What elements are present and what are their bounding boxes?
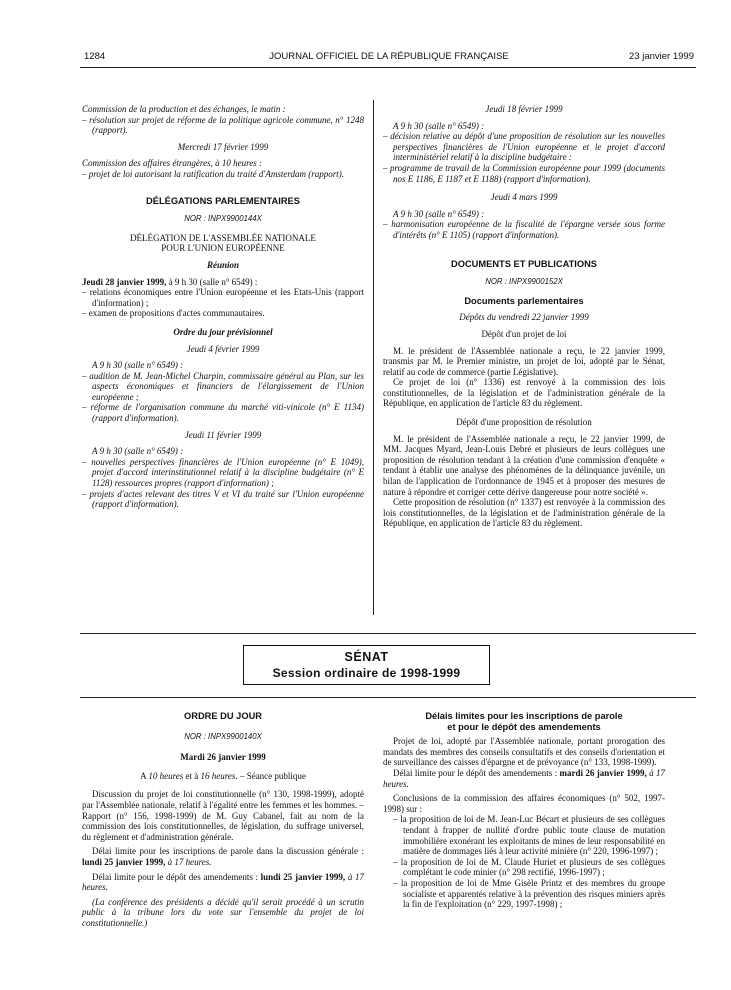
section-rule [80,633,696,634]
list-item: – audition de M. Jean-Michel Charpin, commissaire général au Plan, sur les aspects économiques et financiers de l'élargissement de l'Union européenne ; [82,370,364,402]
delais-heading: et pour le dépôt des amendements [447,721,601,732]
delai-inscriptions: Délai limite pour les inscriptions de parole dans la discussion générale : lundi 25 janvier 1999, à 17 heures. [82,846,364,867]
delegation-name: POUR L'UNION EUROPÉENNE [161,243,285,254]
paragraph: Cette proposition de résolution (n° 1337) est renvoyée à la commission des lois constitutionnelles, de la législation et de l'administration générale de la République, en application de l'article 83 du règlement. [383,497,665,529]
time-room: A 9 h 30 (salle n° 6549) : [92,446,184,457]
paragraph: M. le président de l'Assemblée nationale a reçu, le 22 janvier 1999, de MM. Jacques Myard, Jean-Louis Debré et plusieurs de leurs collègues une proposition de résolution tendant à la création d'une commission d'enquête « tendant à établir une analyse des phénomènes de la délinquance juvénile, un bilan de l'application de l'ordonnance de 1945 et à proposer des mesures de nature à répondre et corriger cette dérive dangereuse pour notre société ». [383,433,665,497]
ordre-du-jour-heading: ORDRE DU JOUR [184,711,262,721]
left-column-bottom [82,711,364,929]
session-date: Mardi 26 janvier 1999 [180,752,266,763]
paragraph: Ce projet de loi (n° 1336) est renvoyé à la commission des lois constitutionnelles, de la législation et de l'administration générale de la République, en application de l'article 83 du règlement. [383,377,665,409]
list-item: – réforme de l'organisation commune du marché viti-vinicole (n° E 1134) (rapport d'information). [82,402,364,424]
paragraph: Conclusions de la commission des affaires économiques (n° 502, 1997-1998) sur : [383,793,665,814]
list-item: – résolution sur projet de réforme de la politique agricole commune, n° 1248 (rapport). [82,114,364,136]
delai-amendements: Délai limite pour le dépôt des amendements : lundi 25 janvier 1999, à 17 heures. [82,871,364,893]
commission-production: Commission de la production et des échanges, le matin : [82,104,286,114]
delai-amendements: Délai limite pour le dépôt des amendements : mardi 26 janvier 1999, à 17 heures. [383,767,666,789]
list-item: – examen de propositions d'actes communautaires. [82,308,265,319]
nor-reference: NOR : INPX9900144X [184,214,262,224]
header-rule [80,67,696,68]
page-header [84,51,694,67]
date-heading: Jeudi 11 février 1999 [184,429,262,440]
list-item: – décision relative au dépôt d'une proposition de résolution sur les nouvelles perspectives financières de l'Union européenne et le projet d'accord interministériel relatif à la discipline budgétaire : [383,131,665,163]
issue-date: 23 janvier 1999 [629,51,694,62]
commission-etrangeres: Commission des affaires étrangères, à 10 heures : [82,158,262,169]
list-item: – nouvelles perspectives financières de l'Union européenne (n° E 1049), projet d'accord interinstitutionnel relatif à la discipline budgétaire (n° E 1128) ressources propres (rapport d'information) ; [82,456,364,489]
page-number: 1284 [84,51,106,62]
list-item: – la proposition de loi de Mme Gisèle Printz et des membres du groupe socialiste et apparentés relative à la prévention des risques miniers après la fin de l'exploitation (n° 229, 1997-1998) ; [393,877,665,910]
depot-proposition-heading: Dépôt d'une proposition de résolution [456,417,592,428]
section-heading-documents: DOCUMENTS ET PUBLICATIONS [451,258,597,269]
paragraph: M. le président de l'Assemblée nationale a reçu, le 22 janvier 1999, transmis par M. le Premier ministre, un projet de loi, adopté par le Sénat, relatif au code de commerce (partie Législative). [383,345,665,377]
list-item: – projet de loi autorisant la ratification du traité d'Amsterdam (rapport). [82,168,345,179]
reunion-heading: Réunion [206,259,239,270]
nor-reference: NOR : INPX9900152X [485,277,563,287]
list-item: – harmonisation européenne de la fiscalité de l'épargne versée sous forme d'intérêts (n° E 1105) (rapport d'information). [383,219,665,240]
meeting-date: Jeudi 28 janvier 1999, à 9 h 30 (salle n° 6549) : [82,276,258,287]
depot-projet-heading: Dépôt d'un projet de loi [481,328,567,339]
paragraph: Projet de loi, adopté par l'Assemblée nationale, portant prorogation des mandats des membres des conseils consultatifs et des conseils d'orientation et de surveillance des caisses d'épargne et de prévoyance (n° 133, 1998-1999). [383,736,665,768]
time-room: A 9 h 30 (salle n° 6549) : [92,360,184,371]
session-title: Session ordinaire de 1998-1999 [272,666,461,680]
delegation-name: DÉLÉGATION DE L'ASSEMBLÉE NATIONALE [130,232,316,243]
list-item: – la proposition de loi de M. Jean-Luc Bécart et plusieurs de ses collègues tendant à frapper de nullité d'ordre public toute clause de mutation immobilière exonérant les exploitants de mines de leur responsabilité en matière de dommages liés à leur activité minière (n° 220, 1996-1997) ; [393,814,665,857]
left-column-top [82,104,364,510]
right-column-top [383,104,665,529]
date-heading: Mercredi 17 février 1999 [177,141,269,152]
date-heading: Jeudi 4 mars 1999 [490,192,558,203]
date-heading: Jeudi 4 février 1999 [186,343,260,354]
list-item: – la proposition de loi de M. Claude Huriet et plusieurs de ses collègues complétant le code minier (n° 298 rectifié, 1996-1997) ; [393,856,665,878]
horaires: A 10 heures et à 16 heures. – Séance publique [140,770,306,781]
section-heading-delegations: DÉLÉGATIONS PARLEMENTAIRES [146,195,300,206]
delais-heading: Délais limites pour les inscriptions de parole [425,711,623,721]
time-room: A 9 h 30 (salle n° 6549) : [393,208,485,219]
list-item: – relations économiques entre l'Union européenne et les Etats-Unis (rapport d'information) ; [82,287,364,308]
column-divider [373,100,374,615]
journal-title: JOURNAL OFFICIEL DE LA RÉPUBLIQUE FRANÇAISE [269,51,509,62]
paragraph: Discussion du projet de loi constitutionnelle (n° 130, 1998-1999), adopté par l'Assemblée nationale, relatif à l'égalité entre les femmes et les hommes. – Rapport (n° 156, 1998-1999) de M. Guy Cabanel, fait au nom de la commission des lois constitutionnelles, de législation, du suffrage universel, du règlement et d'administration générale. [82,789,364,842]
list-item: – projets d'actes relevant des titres V et VI du traité sur l'Union européenne (rapport d'information). [82,488,364,510]
conference-note: (La conférence des présidents a décidé qu'il serait procédé à un scrutin public à la tribune lors du vote sur l'ensemble du projet de loi constitutionnelle.) [82,896,364,928]
time-room: A 9 h 30 (salle n° 6549) : [393,120,485,131]
subheading-documents-parlementaires: Documents parlementaires [464,295,584,306]
senat-title-box [243,645,490,685]
senat-title: SÉNAT [344,650,389,664]
nor-reference: NOR : INPX9900140X [184,731,262,741]
list-item: – programme de travail de la Commission européenne pour 1999 (documents nos E 1186, E 1187 et E 1188) (rapport d'information). [383,162,665,184]
section-rule [80,697,696,698]
right-column-bottom [383,711,665,910]
depots-date: Dépôts du vendredi 22 janvier 1999 [459,312,589,323]
ordre-previsionnel-heading: Ordre du jour prévisionnel [173,326,273,337]
date-heading: Jeudi 18 février 1999 [485,104,563,114]
